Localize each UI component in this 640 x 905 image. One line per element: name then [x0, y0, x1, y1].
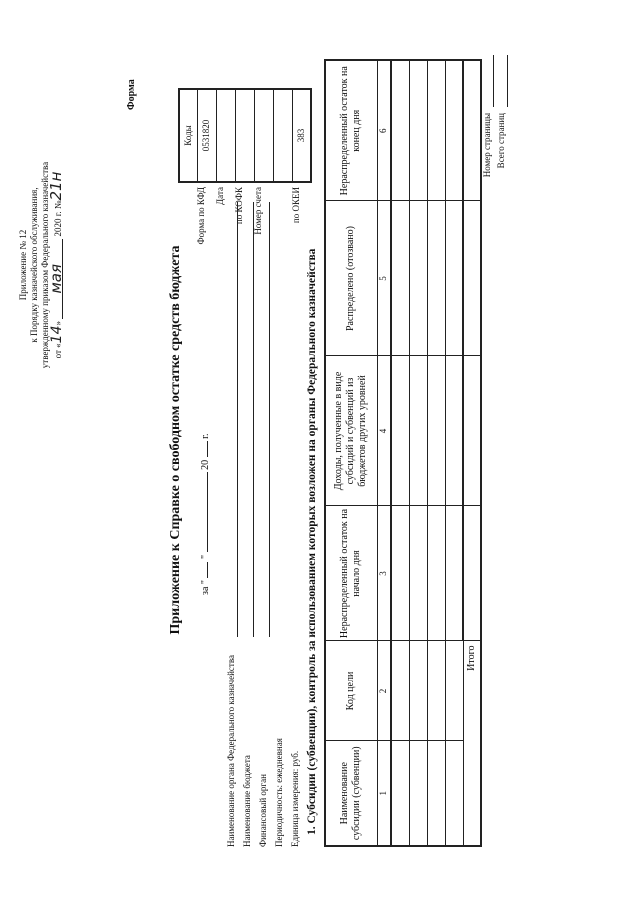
field-label: Периодичность: ежедневная	[274, 738, 284, 847]
field-label: Финансовый орган	[258, 774, 268, 847]
code-value-kofk	[235, 89, 254, 182]
code-label-date: Дата	[215, 187, 225, 205]
field-label: Наименование бюджета	[242, 755, 252, 847]
appendix-date-prefix: от «	[53, 343, 63, 359]
col-number: 5	[377, 201, 391, 356]
col-header-start-balance: Нераспределенный остаток на начало дня	[325, 506, 377, 641]
header-fields	[226, 247, 306, 847]
column-numbers-row	[377, 60, 391, 846]
field-treasury-body	[226, 247, 242, 847]
section-title: 1. Субсидии (субвенции), контроль за использованием которых возложен на органы Федерального казначейства	[306, 248, 318, 835]
report-date-suffix: г.	[200, 433, 211, 439]
col-header-subsidy-name: Наименование субсидии (субвенции)	[325, 741, 377, 846]
total-row	[463, 60, 481, 846]
field-financial-body	[258, 247, 274, 847]
field-label: Наименование органа Федерального казначейства	[226, 655, 236, 847]
codes-table	[178, 88, 312, 183]
appendix-date-day: 14	[49, 325, 65, 344]
code-value-account	[254, 89, 273, 182]
col-number: 4	[377, 356, 391, 506]
code-label-account: Номер счета	[253, 187, 263, 235]
report-date-prefix: за "	[200, 580, 211, 595]
code-value-okei: 383	[292, 89, 311, 182]
form-label: Форма	[126, 79, 137, 110]
table-row	[427, 60, 445, 846]
appendix-block	[18, 75, 67, 455]
subsidies-table	[324, 59, 482, 847]
total-label: Итого	[463, 641, 481, 846]
appendix-date-month: мая	[51, 239, 63, 319]
page-footer	[482, 55, 510, 255]
page-number-row	[482, 55, 496, 255]
appendix-date-line	[47, 75, 67, 455]
total-pages-label: Всего страниц	[496, 113, 506, 169]
field-periodicity	[274, 247, 290, 847]
page-number-label: Номер страницы	[482, 113, 492, 178]
col-header-income: Доходы, полученные в виде субсидий и субвенций из бюджетов других уровней	[325, 356, 377, 506]
appendix-number-prefix: №	[53, 200, 63, 210]
report-date-row	[200, 355, 212, 595]
total-pages-row	[496, 55, 510, 255]
codes-header: Коды	[179, 89, 197, 182]
appendix-number-value: 21н	[47, 171, 65, 201]
col-number: 6	[377, 60, 391, 201]
code-label-kofk: по КОФК	[234, 187, 244, 225]
code-label-okei: по ОКЕИ	[291, 187, 301, 224]
table-row	[391, 60, 409, 846]
col-header-target-code: Код цели	[325, 641, 377, 741]
table-row	[409, 60, 427, 846]
report-date-year: 20	[200, 459, 211, 470]
code-value-kfd: 0531820	[197, 89, 216, 182]
col-number: 1	[377, 741, 391, 846]
field-unit	[290, 247, 306, 847]
field-budget-name	[242, 247, 258, 847]
col-header-distributed: Распределено (отозвано)	[325, 201, 377, 356]
code-label-kfd: Форма по КФД	[196, 187, 206, 245]
appendix-line2: к Порядку казначейского обслуживания,	[29, 187, 39, 343]
code-value-date	[216, 89, 235, 182]
col-number: 2	[377, 641, 391, 741]
appendix-date-mid: »	[53, 321, 63, 326]
document-title: Приложение к Справке о свободном остатке средств бюджета	[168, 245, 183, 635]
code-value-blank	[273, 89, 292, 182]
report-date-mid: "	[200, 554, 211, 560]
appendix-line1: Приложение № 12	[18, 229, 28, 301]
field-label: Единица измерения: руб.	[290, 750, 300, 847]
table-row	[445, 60, 463, 846]
col-number: 3	[377, 506, 391, 641]
col-header-end-balance: Нераспределенный остаток на конец дня	[325, 60, 377, 201]
appendix-line3: утвержденному приказом Федерального казначейства	[40, 161, 50, 369]
appendix-date-year: 2020 г.	[53, 211, 63, 237]
